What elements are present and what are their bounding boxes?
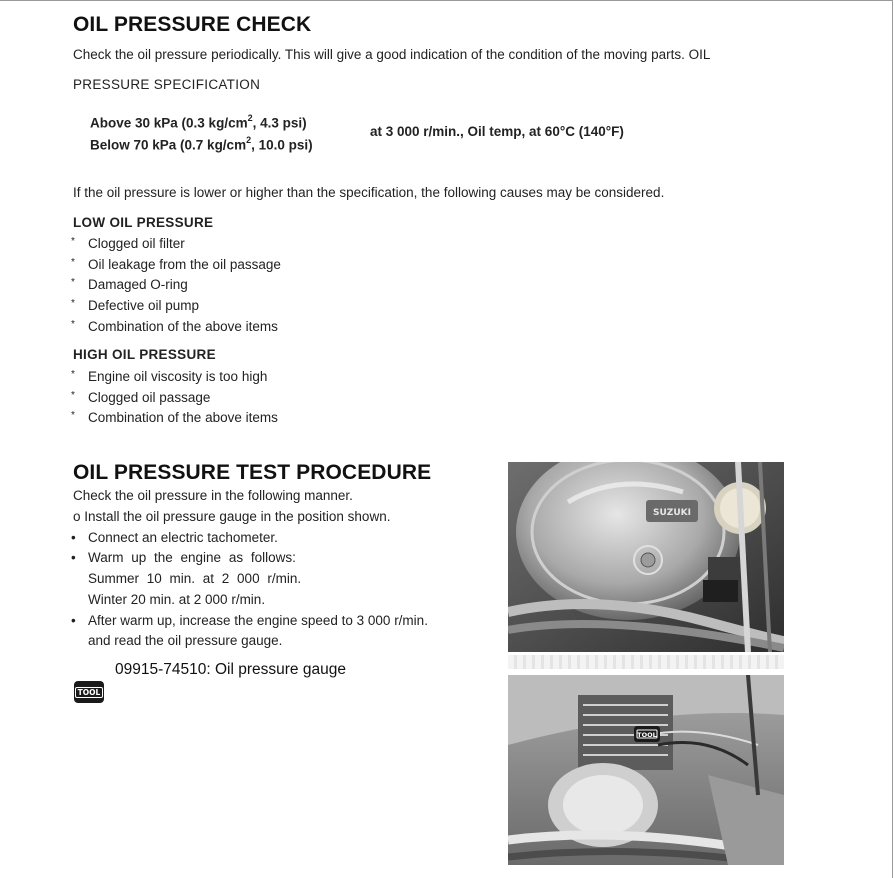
bullet-connect-tachometer: • Connect an electric tachometer. <box>71 530 278 545</box>
section-title-test-procedure: OIL PRESSURE TEST PROCEDURE <box>73 461 432 484</box>
asterisk-marker: * <box>71 298 75 310</box>
high-oil-pressure-item <box>71 369 268 384</box>
asterisk-marker: * <box>71 410 75 421</box>
high-oil-pressure-item <box>71 389 211 405</box>
photo-tool-label: TOOL <box>637 731 657 739</box>
spec-below: Below 70 kPa (0.7 $kg/cm^2$, 10.0 psi) <box>90 135 313 153</box>
procedure-intro: Check the oil pressure in the following manner. <box>73 488 353 503</box>
step-install-gauge: o Install the oil pressure gauge in the position shown. <box>73 509 391 524</box>
bullet-warm-up: • Warm up the engine as follows: <box>71 550 296 565</box>
low-oil-pressure-item-text: Combination of the above items <box>88 318 278 334</box>
asterisk-marker: * <box>71 318 75 330</box>
bullet-increase-speed-cont: and read the oil pressure gauge. <box>88 633 283 648</box>
high-oil-pressure-item-text: Clogged oil passage <box>88 389 211 405</box>
intro-text-line1: Check the oil pressure periodically. This will give a good indication of the condition of the moving parts. OIL <box>73 47 711 62</box>
spec-above: Above 30 kPa (0.3 $kg/cm^2$, 4.3 psi) <box>90 113 307 131</box>
high-oil-pressure-item-text: Combination of the above items <box>88 410 278 425</box>
photo-divider-strip <box>508 655 784 669</box>
high-oil-pressure-heading: HIGH OIL PRESSURE <box>73 347 216 362</box>
low-oil-pressure-item <box>71 318 278 334</box>
low-oil-pressure-item-text: Clogged oil filter <box>88 236 185 251</box>
tool-icon: TOOL <box>74 681 104 703</box>
high-oil-pressure-item-text: Engine oil viscosity is too high <box>88 369 268 384</box>
suzuki-logo-text: SUZUKI <box>653 508 691 518</box>
asterisk-marker: * <box>71 236 75 247</box>
asterisk-marker: * <box>71 369 75 380</box>
low-oil-pressure-heading: LOW OIL PRESSURE <box>73 215 214 230</box>
causes-intro: If the oil pressure is lower or higher than the specification, the following causes may be considered. <box>73 185 665 200</box>
engine-gauge-photo <box>508 675 784 865</box>
low-oil-pressure-item-text: Damaged O-ring <box>88 277 188 293</box>
asterisk-marker: * <box>71 256 75 268</box>
engine-cover-photo <box>508 462 784 652</box>
warmup-summer: Summer 10 min. at 2 000 r/min. <box>88 571 302 586</box>
spec-condition: at 3 000 r/min., Oil temp, at 60°C (140°F) <box>370 124 624 139</box>
low-oil-pressure-item <box>71 277 188 293</box>
asterisk-marker: * <box>71 389 75 401</box>
section-title-oil-pressure-check: OIL PRESSURE CHECK <box>73 13 312 36</box>
low-oil-pressure-item <box>71 298 200 314</box>
high-oil-pressure-item <box>71 410 278 425</box>
engine-gauge-illustration <box>508 675 784 865</box>
bullet-increase-speed: • After warm up, increase the engine speed to 3 000 r/min. <box>71 613 428 628</box>
low-oil-pressure-item <box>71 256 281 272</box>
low-oil-pressure-item-text: Oil leakage from the oil passage <box>88 256 281 272</box>
asterisk-marker: * <box>71 277 75 289</box>
intro-text-line2: PRESSURE SPECIFICATION <box>73 77 261 92</box>
engine-cover-illustration <box>508 462 784 652</box>
warmup-winter: Winter 20 min. at 2 000 r/min. <box>88 592 266 607</box>
tool-part-number: 09915-74510: Oil pressure gauge <box>115 661 346 678</box>
low-oil-pressure-item <box>71 236 185 251</box>
low-oil-pressure-item-text: Defective oil pump <box>88 298 200 314</box>
